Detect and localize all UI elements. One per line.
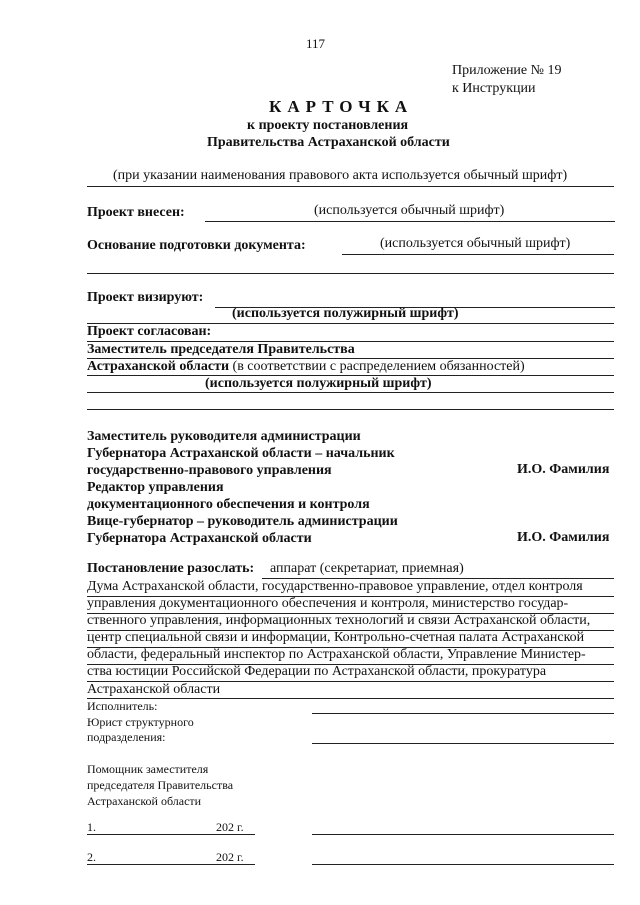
signatory-1-line-3: государственно-правового управления <box>87 463 332 478</box>
signatory-1-line-2: Губернатора Астраханской области – начальник <box>87 446 395 461</box>
project-submitted-note: (используется обычный шрифт) <box>314 203 505 218</box>
signatory-3-line-1: Вице-губернатор – руководитель администрации <box>87 514 398 529</box>
date-1-number: 1. <box>87 820 96 834</box>
basis-note: (используется обычный шрифт) <box>380 236 571 251</box>
agreed-duties-note: (в соответствии с распределением обязанностей) <box>229 359 525 374</box>
assistant-block <box>87 761 233 809</box>
assistant-line-2: председателя Правительства <box>87 778 234 792</box>
agreed-line-4 <box>87 392 614 393</box>
assistant-line-1: Помощник заместителя <box>87 762 209 776</box>
signatory-2-line-2: документационного обеспечения и контроля <box>87 497 370 512</box>
date-1-signature-line <box>312 834 614 835</box>
date-1-line <box>87 834 255 835</box>
signatory-1-line-1: Заместитель руководителя администрации <box>87 429 361 444</box>
agreed-note: (используется полужирный шрифт) <box>205 376 432 391</box>
date-2-signature-line <box>312 864 614 865</box>
document-subtitle-2: Правительства Астраханской области <box>207 135 450 150</box>
distribution-first: аппарат (секретариат, приемная) <box>270 561 464 576</box>
distribution-line-4: центр специальной связи и информации, Контрольно-счетная палата Астраханской <box>87 630 585 645</box>
distribution-underline-7 <box>87 698 614 699</box>
visa-note: (используется полужирный шрифт) <box>232 306 459 321</box>
distribution-line-3: ственного управления, информационных технологий и связи Астраханской области, <box>87 613 591 628</box>
act-name-note: (при указании наименования правового акта используется обычный шрифт) <box>113 168 568 183</box>
project-submitted-line <box>205 221 615 222</box>
document-title: КАРТОЧКА <box>269 97 414 116</box>
appendix-instruction: к Инструкции <box>452 81 536 96</box>
document-subtitle-1: к проекту постановления <box>247 118 409 133</box>
page-number: 117 <box>306 36 326 51</box>
distribution-line-7: Астраханской области <box>87 682 221 697</box>
distribution-line-5: области, федеральный инспектор по Астраханской области, Управление Министер- <box>87 647 586 662</box>
signatory-name-1: И.О. Фамилия <box>517 462 610 477</box>
signatory-block-1 <box>87 428 398 547</box>
appendix-number: Приложение № 19 <box>452 63 562 78</box>
signatory-2-line-1: Редактор управления <box>87 480 224 495</box>
lawyer-label-2: подразделения: <box>87 730 166 744</box>
basis-line <box>342 254 614 255</box>
lawyer-label-1: Юрист структурного <box>87 715 194 729</box>
executor-label: Исполнитель: <box>87 699 158 713</box>
agreed-line-5 <box>87 409 614 410</box>
distribution-line-1: Дума Астраханской области, государственно-правовое управление, отдел контроля <box>87 579 583 594</box>
distribution-line-6: ства юстиции Российской Федерации по Астраханской области, прокуратура <box>87 664 547 679</box>
agreed-label: Проект согласован: <box>87 324 212 339</box>
assistant-line-3: Астраханской области <box>87 794 202 808</box>
basis-label: Основание подготовки документа: <box>87 238 306 253</box>
executor-line <box>312 713 614 714</box>
date-2-number: 2. <box>87 850 96 864</box>
distribution-line-2: управления документационного обеспечения и контроля, министерство государ- <box>87 596 569 611</box>
date-2-year: 202 г. <box>216 850 244 864</box>
act-name-line <box>87 186 614 187</box>
date-2-line <box>87 864 255 865</box>
lawyer-line <box>312 743 614 744</box>
visa-label: Проект визируют: <box>87 290 204 305</box>
agreed-position-line-2 <box>87 359 525 375</box>
basis-line-2 <box>87 273 614 274</box>
signatory-3-line-2: Губернатора Астраханской области <box>87 531 312 546</box>
agreed-region: Астраханской области <box>87 359 230 374</box>
date-1-year: 202 г. <box>216 820 244 834</box>
distribution-label: Постановление разослать: <box>87 561 255 576</box>
signatory-name-2: И.О. Фамилия <box>517 530 610 545</box>
agreed-position-line-1: Заместитель председателя Правительства <box>87 342 355 357</box>
project-submitted-label: Проект внесен: <box>87 205 185 220</box>
